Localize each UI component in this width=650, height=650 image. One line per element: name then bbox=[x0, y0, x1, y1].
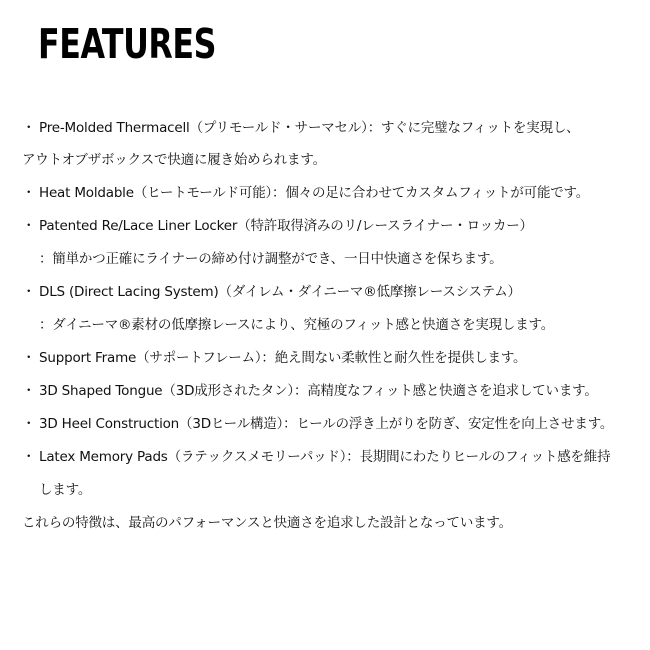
feature-text: 3D Shaped Tongue（3D成形されたタン）：高精度なフィット感と快適さを追求しています。 bbox=[39, 383, 598, 399]
feature-text: ：簡単かつ正確にライナーの締め付け調整ができ、一日中快適さを保ちます。 bbox=[39, 251, 503, 267]
closing-sentence bbox=[22, 513, 642, 533]
feature-text: ：ダイニーマ®素材の低摩擦レースにより、究極のフィット感と快適さを実現します。 bbox=[39, 317, 555, 333]
feature-text: これらの特徴は、最高のパフォーマンスと快適さを追求した設計となっています。 bbox=[22, 515, 512, 531]
feature-item-3d-heel-construction bbox=[22, 414, 642, 434]
feature-text: Latex Memory Pads（ラテックスメモリーパッド）：長期間にわたりヒールのフィット感を維持 bbox=[39, 449, 611, 465]
feature-text: Pre-Molded Thermacell（プリモールド・サーマセル）：すぐに完璧なフィットを実現し、 bbox=[39, 120, 580, 136]
page-title: FEATURES bbox=[38, 20, 217, 68]
feature-text: アウトオブザボックスで快適に履き始められます。 bbox=[22, 152, 326, 168]
bullet: ・ bbox=[22, 449, 36, 465]
bullet: ・ bbox=[22, 218, 36, 234]
bullet: ・ bbox=[22, 185, 36, 201]
bullet: ・ bbox=[22, 350, 36, 366]
feature-text: Support Frame（サポートフレーム）：絶え間ない柔軟性と耐久性を提供します。 bbox=[39, 350, 527, 366]
bullet: ・ bbox=[22, 120, 36, 136]
feature-item-heat-moldable bbox=[22, 183, 642, 203]
feature-item-support-frame bbox=[22, 348, 642, 368]
bullet: ・ bbox=[22, 416, 36, 432]
feature-item-dls bbox=[22, 282, 642, 302]
feature-item-continuation bbox=[22, 249, 642, 269]
bullet: ・ bbox=[22, 383, 36, 399]
feature-item-continuation bbox=[22, 480, 642, 500]
feature-item-liner-locker bbox=[22, 216, 642, 236]
feature-item-continuation bbox=[22, 315, 642, 335]
feature-text: します。 bbox=[39, 482, 92, 498]
feature-item-continuation bbox=[22, 150, 642, 170]
feature-item-latex-memory-pads bbox=[22, 447, 642, 467]
bullet: ・ bbox=[22, 284, 36, 300]
feature-item-3d-shaped-tongue bbox=[22, 381, 642, 401]
feature-item-pre-molded-thermacell bbox=[22, 118, 642, 138]
feature-text: Heat Moldable（ヒートモールド可能）：個々の足に合わせてカスタムフィットが可能です。 bbox=[39, 185, 590, 201]
feature-text: Patented Re/Lace Liner Locker（特許取得済みのリ/レースライナー・ロッカー） bbox=[39, 218, 533, 234]
feature-text: DLS (Direct Lacing System)（ダイレム・ダイニーマ®低摩擦レースシステム） bbox=[39, 284, 521, 300]
feature-text: 3D Heel Construction（3Dヒール構造）：ヒールの浮き上がりを防ぎ、安定性を向上させます。 bbox=[39, 416, 614, 432]
